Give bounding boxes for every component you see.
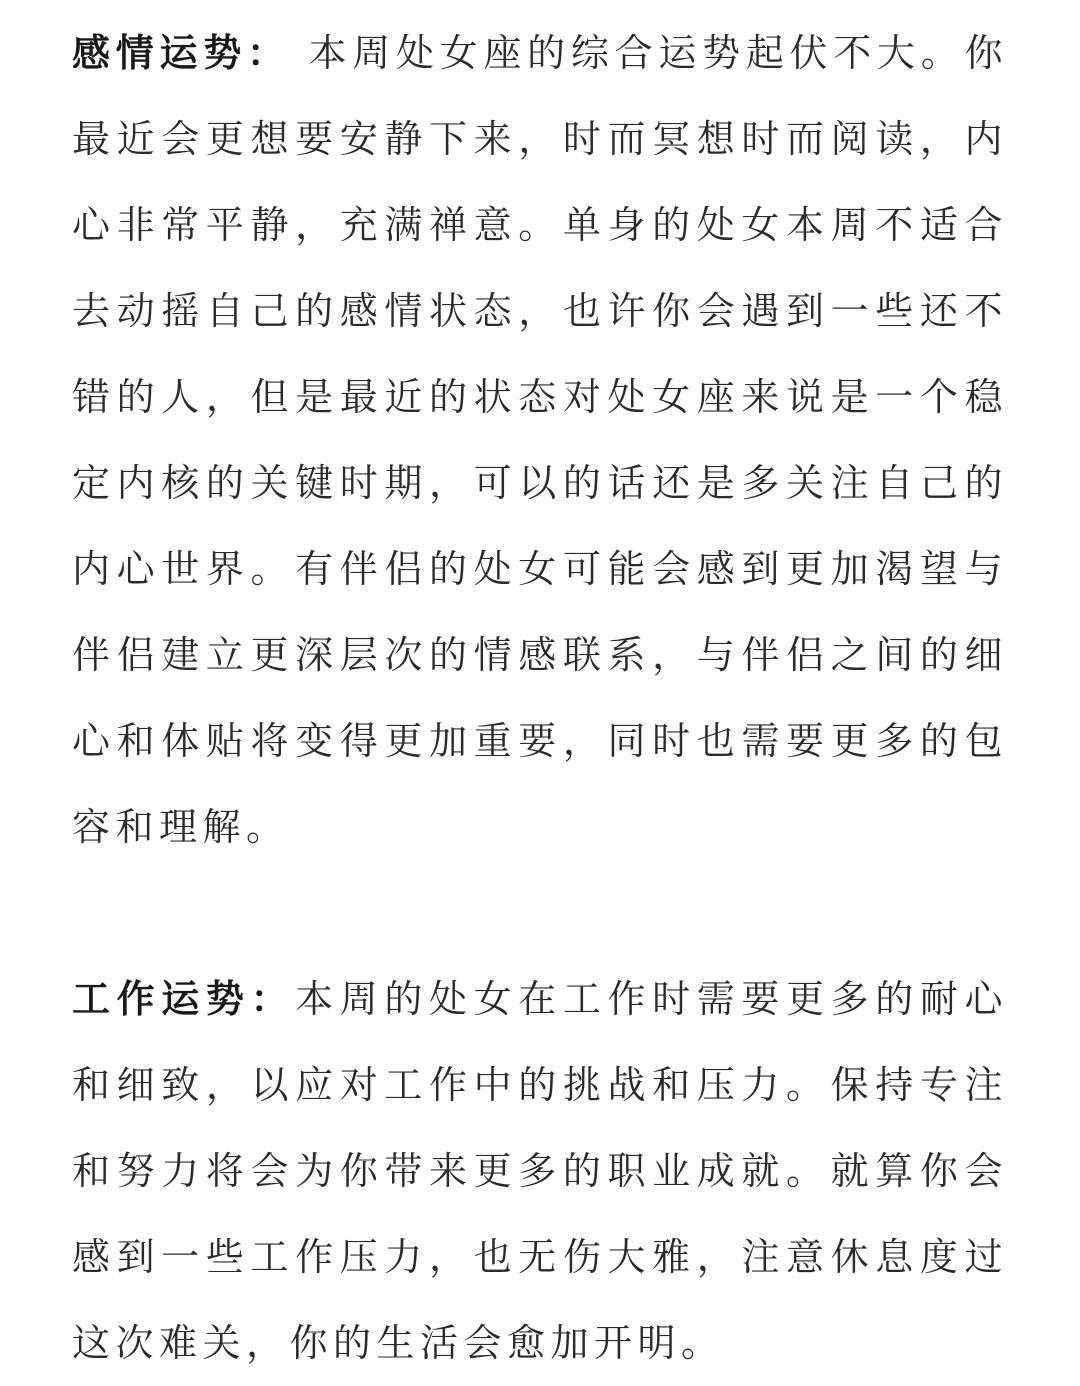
- love-fortune-title: 感情运势：: [72, 31, 291, 75]
- love-fortune-body: 本周处女座的综合运势起伏不大。你最近会更想要安静下来，时而冥想时而阅读，内心非常平静，充满禅意。单身的处女本周不适合去动摇自己的感情状态，也许你会遇到一些还不错的人，但是最近的状态对处女座来说是一个稳定内核的关键时期，可以的话还是多关注自己的内心世界。有伴侣的处女可能会感到更加渴望与伴侣建立更深层次的情感联系，与伴侣之间的细心和体贴将变得更加重要，同时也需要更多的包容和理解。: [72, 31, 1008, 849]
- work-fortune-section: [72, 956, 1008, 1386]
- horoscope-article: [72, 0, 1008, 1386]
- love-fortune-section: [72, 0, 1008, 870]
- work-fortune-title: 工作运势：: [72, 977, 296, 1021]
- work-fortune-body: 本周的处女在工作时需要更多的耐心和细致，以应对工作中的挑战和压力。保持专注和努力将会为你带来更多的职业成就。就算你会感到一些工作压力，也无伤大雅，注意休息度过这次难关，你的生活会愈加开明。: [72, 977, 1008, 1365]
